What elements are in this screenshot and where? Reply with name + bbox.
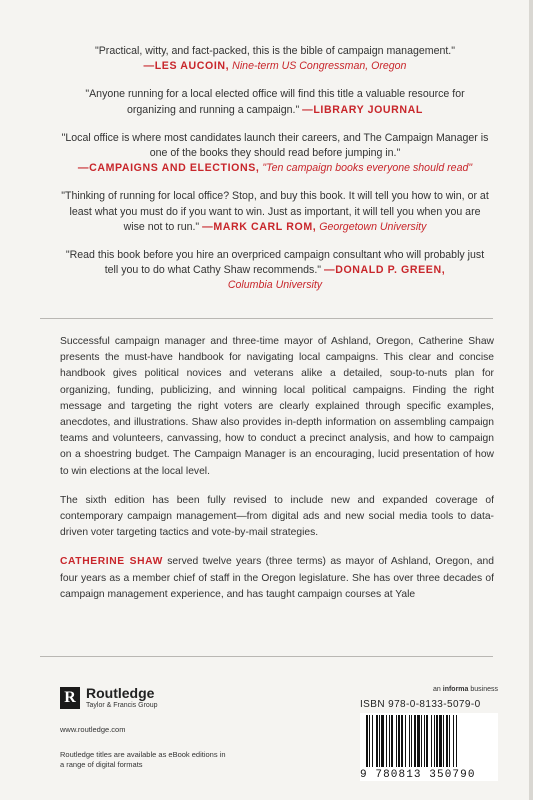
quote-attribution: —CAMPAIGNS AND ELECTIONS, xyxy=(77,162,260,175)
quote-affiliation: Georgetown University xyxy=(319,220,427,233)
page-edge xyxy=(529,0,533,800)
informa-line: an informa business xyxy=(433,686,498,693)
divider xyxy=(40,318,493,319)
publisher-logo xyxy=(60,686,158,710)
publisher-name: Routledge xyxy=(86,685,155,701)
ebook-note: Routledge titles are available as eBook editions in a range of digital formats xyxy=(60,750,226,769)
quote-attribution: —LES AUCOIN, xyxy=(143,60,230,73)
endorsement-quote xyxy=(60,44,490,74)
barcode-block xyxy=(360,686,498,781)
endorsement-quote xyxy=(60,189,490,235)
author-bio xyxy=(60,554,494,603)
author-name: CATHERINE SHAW xyxy=(60,556,163,568)
divider xyxy=(40,656,493,657)
routledge-logo-icon: R xyxy=(60,687,80,709)
quote-text: "Practical, witty, and fact-packed, this is the bible of campaign management." xyxy=(94,45,456,57)
description-paragraph: Successful campaign manager and three-time mayor of Ashland, Oregon, Catherine Shaw presents the must-have handbook for navigating local campaigns. This clear and concise handbook gives political novices and veterans alike a detailed, soup-to-nuts plan for organizing, funding, publicizing, and winning local political campaigns. Finding the right message and targeting the right voters are clearly explained through specific examples, anecdotes, and illustrations. Shaw also provides in-depth information on assembling campaign teams and volunteers, canvassing, how to conduct a precinct analysis, and how to campaign on a shoestring budget. The Campaign Manager is an encouraging, lucid presentation of how to win elections at the local level. xyxy=(60,336,494,477)
description-paragraph: The sixth edition has been fully revised to include new and expanded coverage of contemporary campaign management—from digital ads and new social media tools to data-driven voter targeting tactics and vote-by-mail strategies. xyxy=(60,494,494,539)
quote-text: "Local office is where most candidates launch their careers, and The Campaign Manager is one of the books they should read before jumping in." xyxy=(61,131,489,160)
publisher-url: www.routledge.com xyxy=(60,725,126,734)
endorsements xyxy=(60,44,490,307)
publisher-group: Taylor & Francis Group xyxy=(86,702,158,709)
quote-text: "Anyone running for a local elected office will find this title a valuable resource for organizing and running a campaign." xyxy=(85,88,465,116)
barcode-number: 9 780813 350790 xyxy=(360,769,498,781)
quote-affiliation: "Ten campaign books everyone should read" xyxy=(262,162,473,175)
endorsement-quote xyxy=(60,87,490,117)
isbn-text: ISBN 978-0-8133-5079-0 xyxy=(360,699,481,710)
quote-affiliation: Nine-term US Congressman, Oregon xyxy=(232,60,407,73)
book-description xyxy=(60,334,494,616)
author-bio-text: served twelve years (three terms) as mayor of Ashland, Oregon, and four years as a member chief of staff in the Oregon legislature. She has over three decades of campaign management experience, and has taught campaign courses at Yale xyxy=(60,556,494,600)
endorsement-quote xyxy=(60,248,490,294)
quote-attribution: —MARK CARL ROM, xyxy=(202,220,317,233)
quote-attribution: —LIBRARY JOURNAL xyxy=(302,103,423,116)
quote-text: "Thinking of running for local office? Stop, and buy this book. It will tell you how to win, or at least what you must do if you want to win. Just as important, it will tell you when you are wise not to run." xyxy=(61,190,489,233)
barcode xyxy=(360,713,498,781)
endorsement-quote xyxy=(60,131,490,177)
quote-affiliation: Columbia University xyxy=(227,279,323,292)
quote-text: "Read this book before you hire an overpriced campaign consultant who will probably just tell you to do what Cathy Shaw recommends." xyxy=(65,249,485,277)
quote-attribution: —DONALD P. GREEN, xyxy=(324,264,446,277)
